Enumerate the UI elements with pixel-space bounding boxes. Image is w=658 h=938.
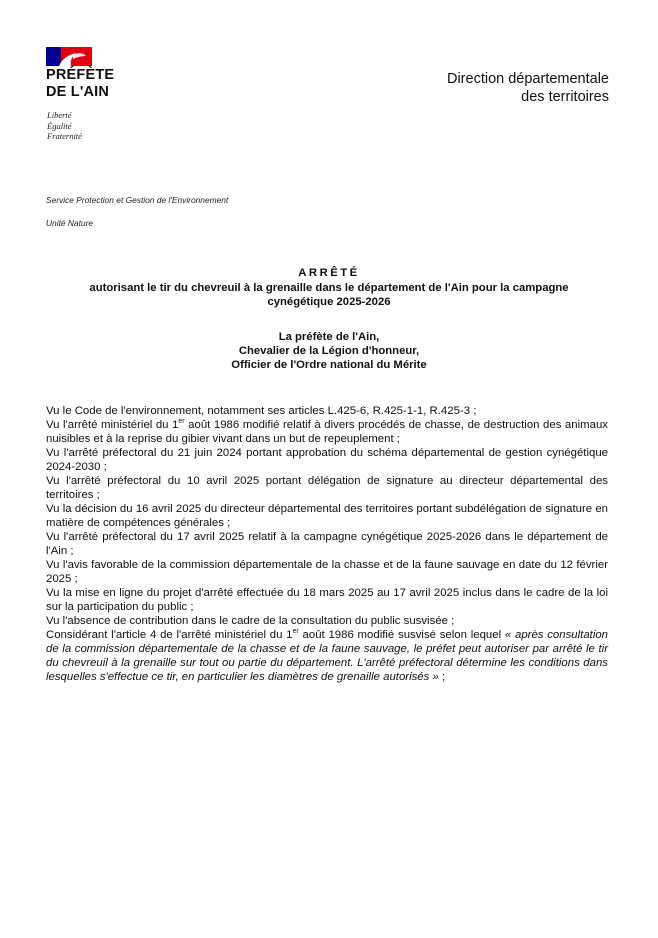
marianne-logo <box>46 47 92 66</box>
direction-line2: des territoires <box>521 89 609 105</box>
document-subtitle <box>40 281 618 309</box>
motto-egalite: Égalité <box>47 120 72 131</box>
prefet-line3: Officier de l'Ordre national du Mérite <box>231 359 427 371</box>
prefecture-line1: PRÉFÈTE <box>46 67 115 83</box>
visa-text: août 1986 modifié relatif à divers procédés de chasse, de destruction des animaux nuisibles et à la reprise du gibier vivant dans un but de repeuplement ; <box>46 419 608 445</box>
service-name: Service Protection et Gestion de l'Environnement <box>46 195 229 205</box>
visa-paragraph: Vu le Code de l'environnement, notamment ses articles L.425-6, R.425-1-1, R.425-3 ; <box>46 405 477 417</box>
prefet-line2: Chevalier de la Légion d'honneur, <box>238 345 420 357</box>
visa-paragraph: Vu l'arrêté préfectoral du 10 avril 2025 portant délégation de signature au directeur départemental des territoires ; <box>46 475 608 501</box>
motto-liberte: Liberté <box>47 110 72 120</box>
unit-name: Unité Nature <box>46 218 94 228</box>
visa-paragraph: Vu la décision du 16 avril 2025 du directeur départemental des territoires portant subdélégation de signature en matière de compétences générales ; <box>46 503 608 529</box>
republic-motto <box>47 110 82 142</box>
prefecture-name <box>46 67 114 101</box>
subtitle-line2: cynégétique 2025-2026 <box>267 296 391 308</box>
prefet-titles <box>40 330 618 372</box>
motto-fraternite: Fraternité <box>47 131 82 141</box>
direction-line1: Direction départementale <box>446 71 609 87</box>
superscript: er <box>178 418 185 426</box>
considerant-quote: « après consultation de la commission départementale de la chasse et de la faune sauvage, le préfet peut autoriser par arrêté le tir du chevreuil à la grenaille sur tout ou partie du département. L'arrêté préfectoral détermine les conditions dans lesquelles s'effectue ce tir, en particulier les diamètres de grenaille autorisés » <box>46 629 609 683</box>
superscript: er <box>292 628 299 636</box>
considerant-paragraph <box>46 628 608 684</box>
visa-paragraph: Vu l'arrêté préfectoral du 17 avril 2025 relatif à la campagne cynégétique 2025-2026 dans le département de l'Ain ; <box>46 531 608 557</box>
visa-text: Vu l'arrêté ministériel du 1 <box>46 419 179 431</box>
subtitle-line1: autorisant le tir du chevreuil à la grenaille dans le département de l'Ain pour la campagne <box>89 282 569 294</box>
considerant-text: août 1986 modifié susvisé selon lequel <box>298 629 505 641</box>
prefecture-line2: DE L'AIN <box>46 84 110 100</box>
visa-paragraph: Vu l'avis favorable de la commission départementale de la chasse et de la faune sauvage en date du 12 février 2025 ; <box>46 559 608 585</box>
document-title: ARRÊTÉ <box>298 267 360 279</box>
visa-paragraph-arrete-ministeriel <box>46 418 608 446</box>
considerant-text: Considérant l'article 4 de l'arrêté ministériel du 1 <box>46 629 293 641</box>
document-body <box>46 404 608 684</box>
issuing-direction <box>447 70 609 106</box>
visa-paragraph: Vu la mise en ligne du projet d'arrêté effectuée du 18 mars 2025 au 17 avril 2025 inclus dans le cadre de la loi sur la participation du public ; <box>46 587 608 613</box>
considerant-end: ; <box>438 671 446 683</box>
visa-paragraph: Vu l'arrêté préfectoral du 21 juin 2024 portant approbation du schéma départemental de gestion cynégétique 2024-2030 ; <box>46 447 608 473</box>
prefet-line1: La préfète de l'Ain, <box>278 331 380 343</box>
visa-paragraph: Vu l'absence de contribution dans le cadre de la consultation du public susvisée ; <box>46 615 455 627</box>
